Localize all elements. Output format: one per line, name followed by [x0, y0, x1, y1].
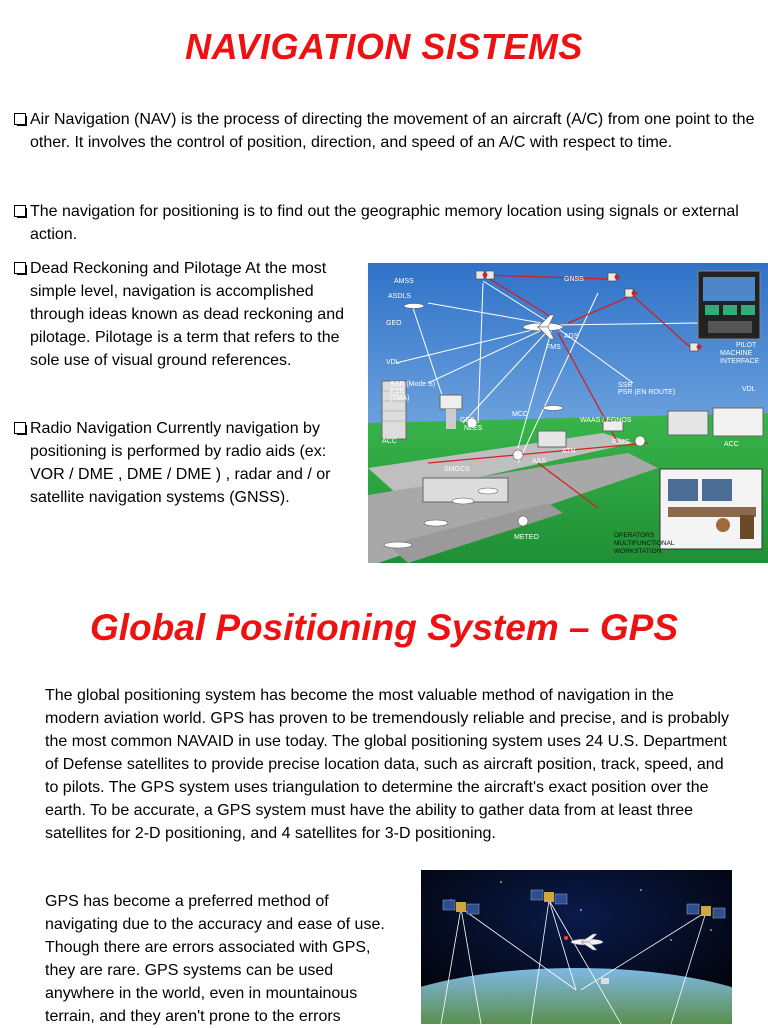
label-ges: GES	[460, 417, 475, 424]
bullet-text: Air Navigation (NAV) is the process of directing the movement of an aircraft (A/C) from one point to the other. It involves the control of position, direction, and speed of an A/C with respect to time.	[30, 111, 755, 151]
gps-satellites-illustration	[421, 870, 732, 1024]
checkbox-bullet-icon	[14, 113, 26, 125]
bullet-positioning	[14, 200, 768, 246]
label-operators: OPERATORS	[614, 532, 655, 539]
page-title: NAVIGATION SISTEMS	[185, 26, 583, 67]
label-vdl-right: VDL	[742, 386, 756, 393]
bullet-text: Dead Reckoning and Pilotage At the most simple level, navigation is accomplished through ideas known as dead reckoning and pilotage. Pilotage is a term that refers to the sole use of visual ground references.	[30, 260, 344, 369]
label-fms: FMS	[546, 344, 561, 351]
label-asdls: ASDLS	[388, 293, 411, 300]
label-meteo: METEO	[514, 534, 539, 541]
label-geo: GEO	[386, 320, 402, 327]
bullet-dead-reckoning	[14, 257, 360, 372]
label-waas-egnos: WAAS / EGNOS	[580, 417, 632, 424]
bullet-text: Radio Navigation Currently navigation by positioning is performed by radio aids (ex: VOR / DME , DME / DME ) , radar and / or satellite navigation systems (GNSS).	[30, 420, 331, 506]
checkbox-bullet-icon	[14, 262, 26, 274]
label-workstation: WORKSTATION	[614, 548, 662, 555]
label-multifunctional: MULTIFUNCTIONAL	[614, 540, 675, 547]
label-psr-enroute: PSR (EN ROUTE)	[618, 389, 676, 396]
label-amss: AMSS	[394, 278, 414, 285]
label-pilot: PILOT	[736, 342, 757, 349]
label-machine: MACHINE	[720, 350, 753, 357]
section-title-gps: Global Positioning System – GPS	[89, 607, 678, 648]
navigation-systems-diagram	[368, 263, 768, 563]
label-rims: RIMS	[612, 439, 630, 446]
label-nles: NLES	[464, 425, 483, 432]
label-aas: AAS	[532, 458, 547, 465]
label-mcc: MCC	[512, 411, 528, 418]
bullet-text: The navigation for positioning is to find out the geographic memory location using signals or external action.	[30, 203, 739, 243]
bullet-radio-navigation	[14, 417, 346, 509]
label-interface: INTERFACE	[720, 358, 760, 365]
label-tma: (TMA)	[390, 395, 410, 402]
bullet-air-navigation	[14, 108, 768, 154]
label-psr: PSR	[390, 388, 405, 395]
gps-paragraph-2: GPS has become a preferred method of navigating due to the accuracy and ease of use. Though there are errors associated with GPS, they are rare. GPS systems can be used anywhere in the world, even in mountainous terrain, and they aren't prone to the errors	[45, 893, 385, 1025]
label-atn: ATN	[562, 448, 576, 455]
checkbox-bullet-icon	[14, 422, 26, 434]
label-acc-left: ACC	[382, 438, 397, 445]
checkbox-bullet-icon	[14, 205, 26, 217]
label-acc-right: ACC	[724, 441, 739, 448]
label-smgcs: SMGCS	[444, 466, 470, 473]
label-gnss: GNSS	[564, 276, 584, 283]
label-ads: ADS	[564, 333, 579, 340]
label-ssr-enroute: SSR	[618, 382, 633, 389]
gps-paragraph-1: The global positioning system has become the most valuable method of navigation in the modern aviation world. GPS has proven to be tremendously reliable and precise, and is probably the most common NAVAID in use today. The global positioning system uses 24 U.S. Department of Defense satellites to provide precise location data, such as aircraft position, track, speed, and to pilots. The GPS system uses triangulation to determine the aircraft's exact position over the earth. To be accurate, a GPS system must have the ability to gather data from at least three satellites for 2-D positioning, and 4 satellites for 3-D positioning.	[45, 687, 729, 842]
label-vdl-left: VDL	[386, 359, 400, 366]
label-ssr-mode-s: SSR (Mode S)	[390, 381, 436, 388]
